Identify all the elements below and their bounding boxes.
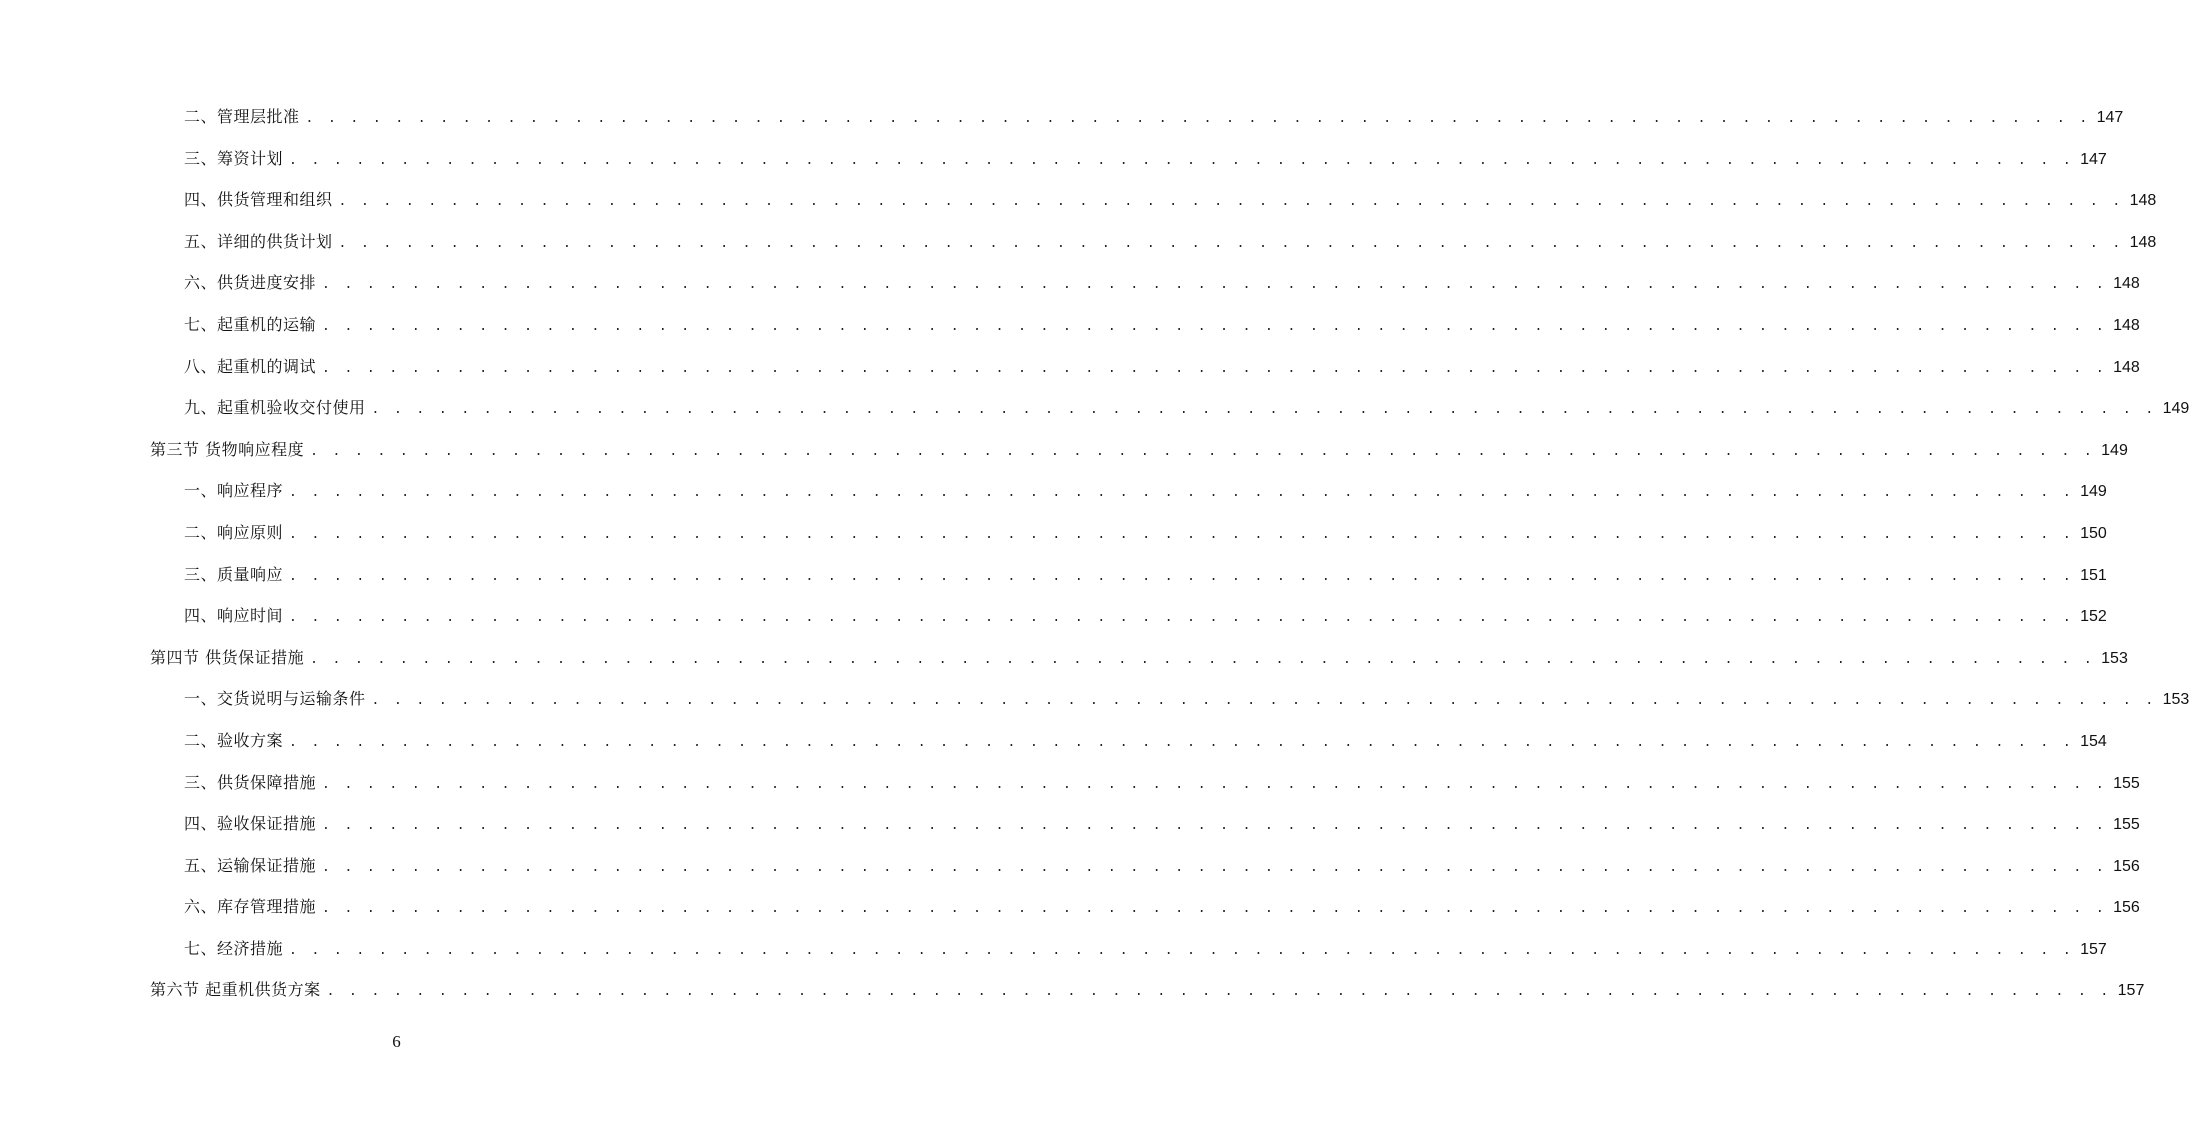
toc-entry-page: 150 xyxy=(2080,524,2107,542)
toc-entry-page: 149 xyxy=(2080,483,2107,501)
toc-entry-page: 155 xyxy=(2113,816,2140,834)
toc-entry-page: 148 xyxy=(2113,275,2140,293)
toc-entry-title: 四、响应时间 xyxy=(184,606,284,626)
toc-entry-page: 153 xyxy=(2162,691,2189,709)
toc-subsection-entry[interactable] xyxy=(150,262,2140,304)
toc-dot-leader: . . . . . . . . . . . . . . . . . . . . . . . . . . . . . . . . . . . . . . . . . . . . . . . . . . . . . . . . . . . . . . . . . . . . . . . . . . . . . . . . xyxy=(289,942,2075,958)
toc-entry-page: 147 xyxy=(2080,150,2107,168)
toc-subsection-entry[interactable] xyxy=(150,595,2107,637)
toc-entry-title: 四、供货管理和组织 xyxy=(184,190,333,210)
toc-entry-title: 一、交货说明与运输条件 xyxy=(184,689,366,709)
toc-entry-title: 八、起重机的调试 xyxy=(184,356,317,376)
toc-entry-page: 157 xyxy=(2080,940,2107,958)
toc-entry-page: 154 xyxy=(2080,732,2107,750)
toc-entry-page: 157 xyxy=(2117,982,2145,1000)
toc-entry-page: 152 xyxy=(2080,608,2107,626)
toc-subsection-entry[interactable] xyxy=(150,845,2140,887)
toc-subsection-entry[interactable] xyxy=(150,304,2140,346)
toc-dot-leader: . . . . . . . . . . . . . . . . . . . . . . . . . . . . . . . . . . . . . . . . . . . . . . . . . . . . . . . . . . . . . . . . . . . . . . . . . . . . . . . . xyxy=(322,901,2108,917)
toc-dot-leader: . . . . . . . . . . . . . . . . . . . . . . . . . . . . . . . . . . . . . . . . . . . . . . . . . . . . . . . . . . . . . . . . . . . . . . . . . . . . . . . . xyxy=(371,402,2157,418)
toc-dot-leader: . . . . . . . . . . . . . . . . . . . . . . . . . . . . . . . . . . . . . . . . . . . . . . . . . . . . . . . . . . . . . . . . . . . . . . . . . . . . . . . . xyxy=(322,360,2108,376)
toc-entry-title: 二、管理层批准 xyxy=(184,107,300,126)
toc-dot-leader: . . . . . . . . . . . . . . . . . . . . . . . . . . . . . . . . . . . . . . . . . . . . . . . . . . . . . . . . . . . . . . . . . . . . . . . . . . . . . . . . xyxy=(310,651,2096,667)
toc-dot-leader: . . . . . . . . . . . . . . . . . . . . . . . . . . . . . . . . . . . . . . . . . . . . . . . . . . . . . . . . . . . . . . . . . . . . . . . . . . . . . . . . xyxy=(338,194,2124,210)
toc-subsection-entry[interactable] xyxy=(150,179,2157,221)
toc-entry-page: 147 xyxy=(2096,109,2124,126)
toc-dot-leader: . . . . . . . . . . . . . . . . . . . . . . . . . . . . . . . . . . . . . . . . . . . . . . . . . . . . . . . . . . . . . . . . . . . . . . . . . . . . . . . . xyxy=(371,693,2157,709)
toc-subsection-entry[interactable] xyxy=(150,138,2107,180)
toc-entry-title: 三、质量响应 xyxy=(184,564,284,584)
toc-entry-page: 153 xyxy=(2101,649,2128,667)
toc-dot-leader: . . . . . . . . . . . . . . . . . . . . . . . . . . . . . . . . . . . . . . . . . . . . . . . . . . . . . . . . . . . . . . . . . . . . . . . . . . . . . . . . xyxy=(322,818,2108,834)
toc-entry-title: 六、供货进度安排 xyxy=(184,273,317,293)
toc-entry-title: 三、供货保障措施 xyxy=(184,772,317,792)
toc-entry-title: 五、运输保证措施 xyxy=(184,855,317,875)
toc-subsection-entry[interactable] xyxy=(150,96,2124,138)
toc-subsection-entry[interactable] xyxy=(150,762,2140,804)
toc-entry-title: 七、起重机的运输 xyxy=(184,314,317,334)
toc-subsection-entry[interactable] xyxy=(150,554,2107,596)
toc-subsection-entry[interactable] xyxy=(150,221,2157,263)
toc-dot-leader: . . . . . . . . . . . . . . . . . . . . . . . . . . . . . . . . . . . . . . . . . . . . . . . . . . . . . . . . . . . . . . . . . . . . . . . . . . . . . . . . xyxy=(289,734,2075,750)
toc-entry-page: 148 xyxy=(2129,233,2157,251)
toc-entry-title: 二、响应原则 xyxy=(184,522,284,542)
toc-subsection-entry[interactable] xyxy=(150,803,2140,845)
toc-dot-leader: . . . . . . . . . . . . . . . . . . . . . . . . . . . . . . . . . . . . . . . . . . . . . . . . . . . . . . . . . . . . . . . . . . . . . . . . . . . . . . . . xyxy=(289,526,2075,542)
toc-dot-leader: . . . . . . . . . . . . . . . . . . . . . . . . . . . . . . . . . . . . . . . . . . . . . . . . . . . . . . . . . . . . . . . . . . . . . . . . . . . . . . . . xyxy=(338,235,2124,251)
toc-section-entry[interactable] xyxy=(150,637,2128,679)
toc-entry-title: 六、库存管理措施 xyxy=(184,897,317,917)
toc-subsection-entry[interactable] xyxy=(150,928,2107,970)
toc-entry-page: 155 xyxy=(2113,774,2140,792)
toc-dot-leader: . . . . . . . . . . . . . . . . . . . . . . . . . . . . . . . . . . . . . . . . . . . . . . . . . . . . . . . . . . . . . . . . . . . . . . . . . . . . . . . . xyxy=(310,443,2096,459)
toc-entry-page: 151 xyxy=(2080,566,2107,584)
toc-subsection-entry[interactable] xyxy=(150,720,2107,762)
toc-entry-page: 148 xyxy=(2113,358,2140,376)
toc-entry-title: 五、详细的供货计划 xyxy=(184,231,333,251)
toc-subsection-entry[interactable] xyxy=(150,678,2189,720)
toc-entry-page: 156 xyxy=(2113,899,2140,917)
toc-entry-title: 四、验收保证措施 xyxy=(184,814,317,834)
toc-subsection-entry[interactable] xyxy=(150,470,2107,512)
toc-dot-leader: . . . . . . . . . . . . . . . . . . . . . . . . . . . . . . . . . . . . . . . . . . . . . . . . . . . . . . . . . . . . . . . . . . . . . . . . . . . . . . . . xyxy=(289,568,2075,584)
toc-entry-page: 148 xyxy=(2113,316,2140,334)
toc-entry-title: 七、经济措施 xyxy=(184,938,284,958)
toc-entry-title: 第四节 供货保证措施 xyxy=(150,647,305,667)
toc-entry-title: 一、响应程序 xyxy=(184,481,284,501)
toc-subsection-entry[interactable] xyxy=(150,886,2140,928)
page-number: 6 xyxy=(392,1032,401,1051)
toc-entry-page: 156 xyxy=(2113,857,2140,875)
toc-dot-leader: . . . . . . . . . . . . . . . . . . . . . . . . . . . . . . . . . . . . . . . . . . . . . . . . . . . . . . . . . . . . . . . . . . . . . . . . . . . . . . . . xyxy=(322,318,2108,334)
toc-section-entry[interactable] xyxy=(150,969,2145,1011)
toc-dot-leader: . . . . . . . . . . . . . . . . . . . . . . . . . . . . . . . . . . . . . . . . . . . . . . . . . . . . . . . . . . . . . . . . . . . . . . . . . . . . . . . . xyxy=(322,776,2108,792)
toc-dot-leader: . . . . . . . . . . . . . . . . . . . . . . . . . . . . . . . . . . . . . . . . . . . . . . . . . . . . . . . . . . . . . . . . . . . . . . . . . . . . . . . . xyxy=(322,277,2108,293)
toc-dot-leader: . . . . . . . . . . . . . . . . . . . . . . . . . . . . . . . . . . . . . . . . . . . . . . . . . . . . . . . . . . . . . . . . . . . . . . . . . . . . . . . . xyxy=(289,485,2075,501)
toc-dot-leader: . . . . . . . . . . . . . . . . . . . . . . . . . . . . . . . . . . . . . . . . . . . . . . . . . . . . . . . . . . . . . . . . . . . . . . . . . . . . . . . . xyxy=(305,111,2091,126)
toc-dot-leader: . . . . . . . . . . . . . . . . . . . . . . . . . . . . . . . . . . . . . . . . . . . . . . . . . . . . . . . . . . . . . . . . . . . . . . . . . . . . . . . . xyxy=(289,610,2075,626)
toc-entry-page: 149 xyxy=(2101,441,2128,459)
toc-entry-title: 三、筹资计划 xyxy=(184,148,284,168)
toc-entry-page: 148 xyxy=(2129,192,2157,210)
toc-dot-leader: . . . . . . . . . . . . . . . . . . . . . . . . . . . . . . . . . . . . . . . . . . . . . . . . . . . . . . . . . . . . . . . . . . . . . . . . . . . . . . . . xyxy=(326,984,2112,1000)
toc-dot-leader: . . . . . . . . . . . . . . . . . . . . . . . . . . . . . . . . . . . . . . . . . . . . . . . . . . . . . . . . . . . . . . . . . . . . . . . . . . . . . . . . xyxy=(289,152,2075,168)
toc-section-entry[interactable] xyxy=(150,429,2128,471)
toc-entry-title: 二、验收方案 xyxy=(184,730,284,750)
toc-entry-page: 149 xyxy=(2162,400,2189,418)
table-of-contents xyxy=(150,96,2189,1011)
toc-entry-title: 第六节 起重机供货方案 xyxy=(150,980,321,1000)
toc-entry-title: 第三节 货物响应程度 xyxy=(150,439,305,459)
toc-dot-leader: . . . . . . . . . . . . . . . . . . . . . . . . . . . . . . . . . . . . . . . . . . . . . . . . . . . . . . . . . . . . . . . . . . . . . . . . . . . . . . . . xyxy=(322,859,2108,875)
toc-entry-title: 九、起重机验收交付使用 xyxy=(184,398,366,418)
toc-subsection-entry[interactable] xyxy=(150,346,2140,388)
toc-subsection-entry[interactable] xyxy=(150,387,2189,429)
toc-subsection-entry[interactable] xyxy=(150,512,2107,554)
